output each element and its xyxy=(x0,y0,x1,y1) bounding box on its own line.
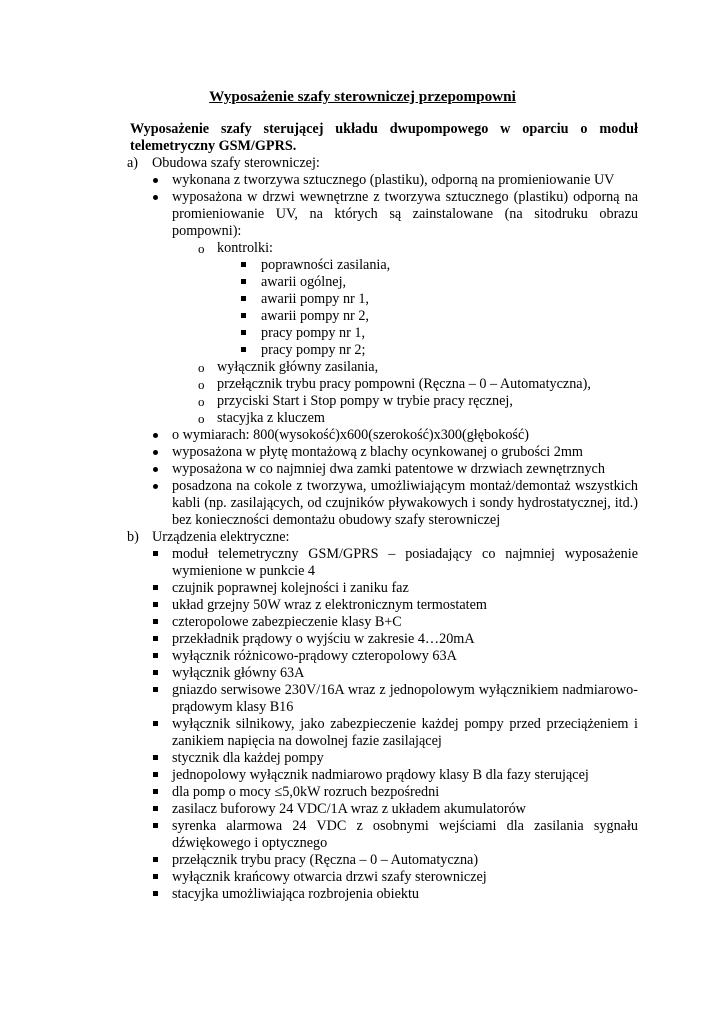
square-bullet-icon xyxy=(153,772,158,777)
kontrolka-item: awarii ogólnej, xyxy=(130,274,638,291)
square-bullet-icon xyxy=(153,653,158,658)
square-bullet-icon xyxy=(153,670,158,675)
list-item: stycznik dla każdej pompy xyxy=(130,750,638,767)
list-item: czteropolowe zabezpieczenie klasy B+C xyxy=(130,614,638,631)
section-a-heading-text: Obudowa szafy sterowniczej: xyxy=(152,155,320,171)
sub-list-item: o przyciski Start i Stop pompy w trybie pracy ręcznej, xyxy=(198,393,513,409)
list-item: czujnik poprawnej kolejności i zaniku faz xyxy=(130,580,638,597)
sub-list-item: o stacyjka z kluczem xyxy=(198,410,325,426)
kontrolka-item: awarii pompy nr 2, xyxy=(130,308,638,325)
square-bullet-icon xyxy=(153,602,158,607)
list-item: układ grzejny 50W wraz z elektronicznym termostatem xyxy=(130,597,638,614)
list-item: wyłącznik główny 63A xyxy=(130,665,638,682)
square-bullet-icon xyxy=(241,279,246,284)
square-bullet-icon xyxy=(153,636,158,641)
square-bullet-icon xyxy=(241,296,246,301)
document-title: Wyposażenie szafy sterowniczej przepompowni xyxy=(209,88,516,105)
bullet-icon xyxy=(153,433,158,438)
square-bullet-icon xyxy=(153,891,158,896)
kontrolka-item: pracy pompy nr 1, xyxy=(130,325,638,342)
list-item: posadzona na cokole z tworzywa, umożliwiającym montaż/demontaż wszystkich kabli (np. zasilających, od czujników pływakowych i sondy hydrostatycznej, itd.) bez konieczności demontażu obudowy szafy sterowniczej xyxy=(130,478,638,529)
square-bullet-icon xyxy=(153,687,158,692)
list-item: syrenka alarmowa 24 VDC z osobnymi wejściami dla zasilania sygnału dźwiękowego i optycznego xyxy=(130,818,638,852)
list-item: jednopolowy wyłącznik nadmiarowo prądowy klasy B dla fazy sterującej xyxy=(130,767,638,784)
square-bullet-icon xyxy=(153,551,158,556)
square-bullet-icon xyxy=(153,806,158,811)
kontrolka-item: awarii pompy nr 1, xyxy=(130,291,638,308)
square-bullet-icon xyxy=(241,347,246,352)
square-bullet-icon xyxy=(241,330,246,335)
section-a-heading xyxy=(127,155,638,172)
list-item: o wymiarach: 800(wysokość)x600(szerokość)x300(głębokość) xyxy=(130,427,638,444)
list-item: wyposażona w co najmniej dwa zamki patentowe w drzwiach zewnętrznych xyxy=(130,461,638,478)
square-bullet-icon xyxy=(153,874,158,879)
list-item: wykonana z tworzywa sztucznego (plastiku), odporną na promieniowanie UV xyxy=(130,172,638,189)
kontrolka-item: pracy pompy nr 2; xyxy=(130,342,638,359)
list-item: dla pomp o mocy ≤5,0kW rozruch bezpośredni xyxy=(130,784,638,801)
square-bullet-icon xyxy=(241,262,246,267)
circle-bullet-icon: o xyxy=(198,241,205,256)
bullet-icon xyxy=(153,467,158,472)
square-bullet-icon xyxy=(153,619,158,624)
square-bullet-icon xyxy=(153,789,158,794)
bullet-icon xyxy=(153,484,158,489)
kontrolka-item: poprawności zasilania, xyxy=(130,257,638,274)
bullet-icon xyxy=(153,195,158,200)
list-item: wyłącznik różnicowo-prądowy czteropolowy 63A xyxy=(130,648,638,665)
intro-paragraph: Wyposażenie szafy sterującej układu dwupompowego w oparciu o moduł telemetryczny GSM/GPRS. xyxy=(130,121,638,154)
list-item: przekładnik prądowy o wyjściu w zakresie 4…20mA xyxy=(130,631,638,648)
square-bullet-icon xyxy=(153,585,158,590)
bullet-icon xyxy=(153,450,158,455)
square-bullet-icon xyxy=(241,313,246,318)
sub-list-item: o wyłącznik główny zasilania, xyxy=(198,359,379,375)
section-b-heading xyxy=(127,529,638,546)
circle-bullet-icon: o xyxy=(198,377,205,392)
list-item: przełącznik trybu pracy (Ręczna – 0 – Automatyczna) xyxy=(130,852,638,869)
square-bullet-icon xyxy=(153,721,158,726)
list-item: wyposażona w drzwi wewnętrzne z tworzywa sztucznego (plastiku) odporną na promieniowanie UV, na których są zainstalowane (na sitodruku obrazu pompowni): xyxy=(130,189,638,240)
list-item: wyłącznik krańcowy otwarcia drzwi szafy sterowniczej xyxy=(130,869,638,886)
list-item: wyłącznik silnikowy, jako zabezpieczenie każdej pompy przed przeciążeniem i zanikiem napięcia na dowolnej fazie zasilającej xyxy=(130,716,638,750)
section-a-marker: a) xyxy=(127,155,139,171)
list-item: zasilacz buforowy 24 VDC/1A wraz z układem akumulatorów xyxy=(130,801,638,818)
square-bullet-icon xyxy=(153,823,158,828)
square-bullet-icon xyxy=(153,755,158,760)
list-item: wyposażona w płytę montażową z blachy ocynkowanej o grubości 2mm xyxy=(130,444,638,461)
list-item: stacyjka umożliwiająca rozbrojenia obiektu xyxy=(130,886,638,903)
circle-bullet-icon: o xyxy=(198,394,205,409)
bullet-icon xyxy=(153,178,158,183)
circle-bullet-icon: o xyxy=(198,411,205,426)
square-bullet-icon xyxy=(153,857,158,862)
circle-bullet-icon: o xyxy=(198,360,205,375)
list-item: gniazdo serwisowe 230V/16A wraz z jednopolowym wyłącznikiem nadmiarowo-prądowym klasy B16 xyxy=(130,682,638,716)
section-b-heading-text: Urządzenia elektryczne: xyxy=(152,529,290,545)
sub-list-item: o kontrolki: xyxy=(198,240,273,256)
sub-list-item: o przełącznik trybu pracy pompowni (Ręczna – 0 – Automatyczna), xyxy=(198,376,591,392)
section-b-marker: b) xyxy=(127,529,139,545)
list-item: moduł telemetryczny GSM/GPRS – posiadający co najmniej wyposażenie wymienione w punkcie 4 xyxy=(130,546,638,580)
document-content xyxy=(127,121,638,903)
